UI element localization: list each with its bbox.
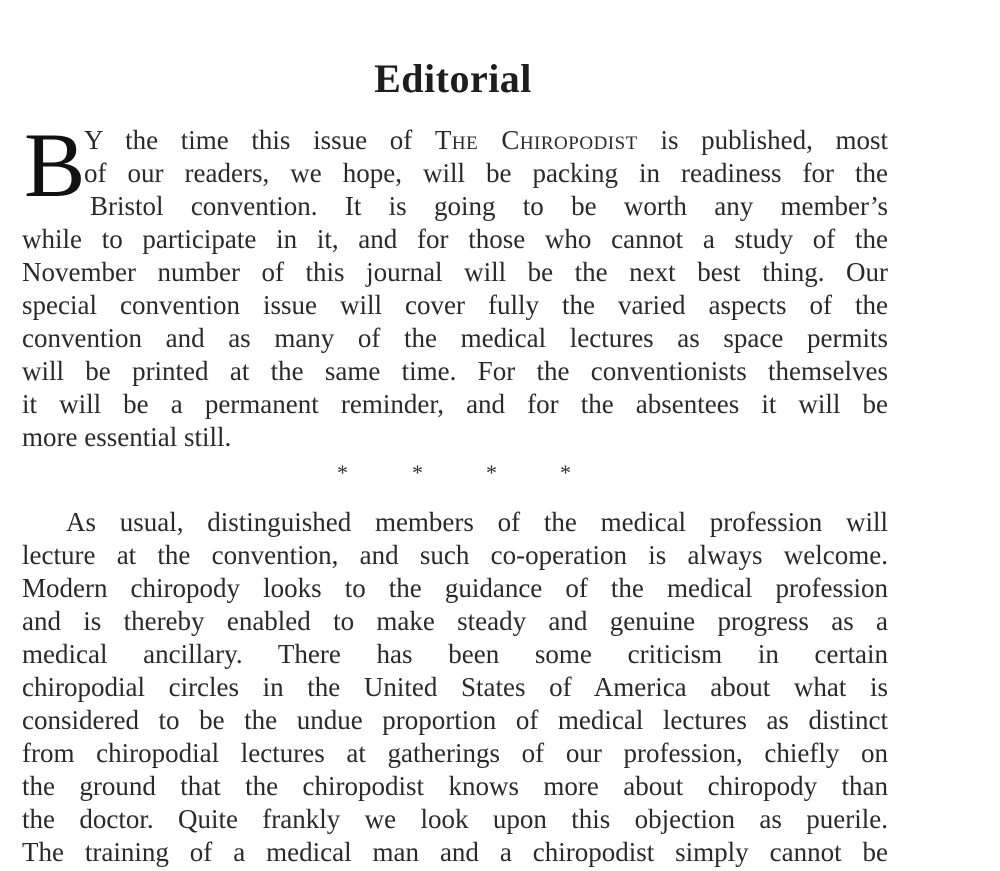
asterisk: *: [486, 460, 497, 485]
text-line: the ground that the chiropodist knows more about chiropody than: [22, 771, 888, 801]
journal-name: The Chiropodist: [434, 125, 638, 155]
section-separator: [0, 458, 1000, 488]
text-span: Y the time this issue of: [84, 125, 435, 155]
text-line: from chiropodial lectures at gatherings of our profession, chiefly on: [22, 738, 888, 768]
text-line: and is thereby enabled to make steady and genuine progress as a: [22, 606, 888, 636]
text-line: the doctor. Quite frankly we look upon this objection as puerile.: [22, 804, 888, 834]
paragraph-2: [22, 506, 888, 869]
asterisk: *: [560, 460, 571, 485]
text-line: of our readers, we hope, will be packing in readiness for the: [84, 158, 888, 188]
asterisk: *: [337, 460, 348, 485]
text-line: medical ancillary. There has been some criticism in certain: [22, 639, 888, 669]
text-line: while to participate in it, and for those who cannot a study of the: [22, 224, 888, 254]
text-line: chiropodial circles in the United States of America about what is: [22, 672, 888, 702]
text-line: The training of a medical man and a chiropodist simply cannot be: [22, 837, 888, 867]
text-line: convention and as many of the medical lectures as space permits: [22, 323, 888, 353]
text-line: considered to be the undue proportion of medical lectures as distinct: [22, 705, 888, 735]
paragraph-1: [22, 114, 889, 454]
text-line: more essential still.: [22, 422, 232, 452]
text-line: November number of this journal will be the next best thing. Our: [22, 257, 888, 287]
text-line: special convention issue will cover fully the varied aspects of the: [22, 290, 888, 320]
asterisk: *: [412, 460, 423, 485]
text-line: [22, 124, 888, 157]
text-line: will be printed at the same time. For the conventionists themselves: [22, 356, 888, 386]
text-line: it will be a permanent reminder, and for the absentees it will be: [22, 389, 888, 419]
drop-cap: B: [24, 114, 86, 216]
text-span: is published, most: [637, 125, 889, 155]
page-title: Editorial: [374, 55, 532, 101]
text-line: Bristol convention. It is going to be worth any member’s: [90, 191, 888, 221]
text-line: As usual, distinguished members of the medical profession will: [66, 507, 888, 537]
text-line: Modern chiropody looks to the guidance of the medical profession: [22, 573, 888, 603]
text-line: lecture at the convention, and such co-operation is always welcome.: [22, 540, 888, 570]
